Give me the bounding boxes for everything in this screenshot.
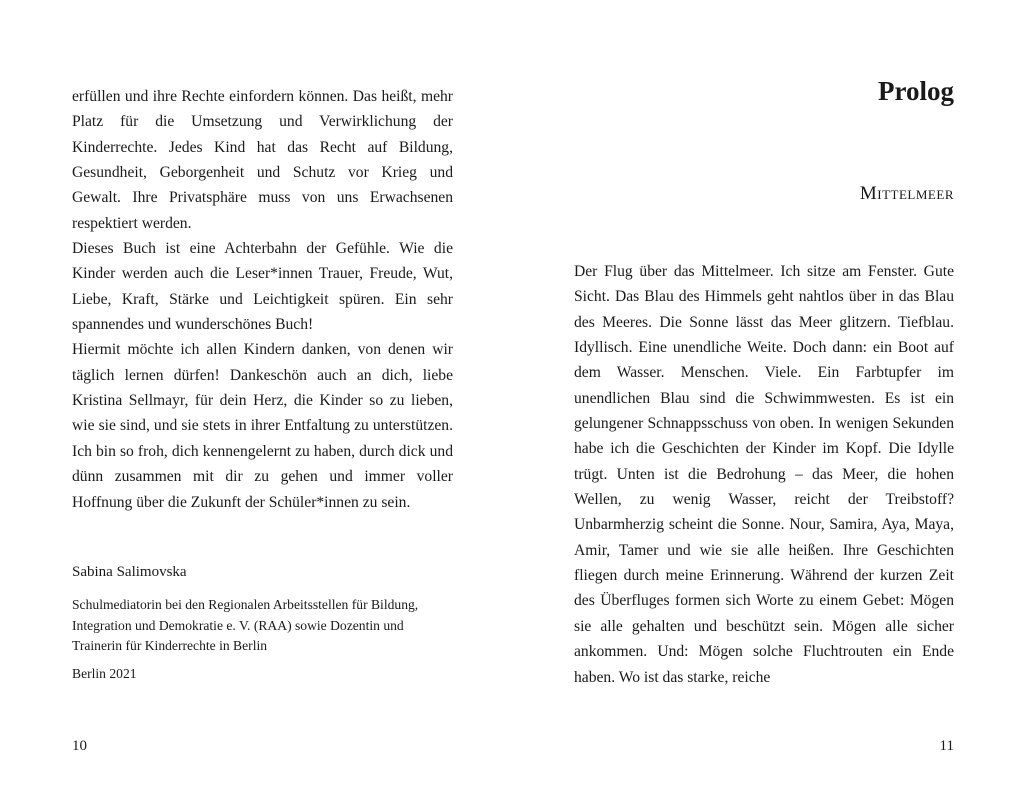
page-number-left: 10 [72, 738, 87, 754]
paragraph-3: Hiermit möchte ich allen Kindern danken, von denen wir täglich lernen dürfen! Dankeschön auch an dich, liebe Kristina Sellmayr, für dein Herz, die Kinder so zu lieben, wie sie sind, und sie stets in ihrer Entfaltung zu unterstützen. Ich bin so froh, dich kennengelernt zu haben, durch dick und dünn zusammen mit dir zu gehen und immer voller Hoffnung über die Zukunft der Schüler*innen zu sein. [72, 341, 453, 511]
right-page-body: Der Flug über das Mittelmeer. Ich sitze am Fenster. Gute Sicht. Das Blau des Himmels geht nahtlos über in das Blau des Meeres. Die Sonne lässt das Meer glitzern. Tiefblau. Idyllisch. Eine unendliche Weite. Doch dann: ein Boot auf dem Wasser. Menschen. Viele. Ein Farbtupfer im unendlichen Blau sind die Schwimmwesten. Es ist ein gelungener Schnappsschuss von oben. In wenigen Sekunden habe ich die Geschichten der Kinder im Kopf. Die Idylle trügt. Unten ist die Bedrohung – das Meer, die hohen Wellen, zu wenig Wasser, reicht der Treibstoff? Unbarmherzig scheint die Sonne. Nour, Samira, Aya, Maya, Amir, Tamer und wie sie alle heißen. Ihre Geschichten fliegen durch meine Erinnerung. Während der kurzen Zeit des Überfluges formen sich Worte zu einem Gebet: Mögen sie alle gehalten und beschützt sein. Mögen alle sicher ankommen. Und: Mögen solche Fluchtrouten ein Ende haben. Wo ist das starke, reiche [574, 263, 954, 686]
place-date: Berlin 2021 [72, 666, 137, 681]
paragraph-2: Dieses Buch ist eine Achterbahn der Gefühle. Wie die Kinder werden auch die Leser*innen Trauer, Freude, Wut, Liebe, Kraft, Stärke und Leichtigkeit spüren. Ein sehr spannendes und wunderschönes Buch! [72, 240, 453, 334]
right-page [512, 0, 1024, 802]
left-page-body [72, 84, 453, 515]
paragraph-1: erfüllen und ihre Rechte einfordern können. Das heißt, mehr Platz für die Umsetzung und Verwirklichung der Kinderrechte. Jedes Kind hat das Recht auf Bildung, Gesundheit, Geborgenheit und Schutz vor Krieg und Gewalt. Ihre Privatsphäre muss von uns Erwachsenen respektiert werden. [72, 88, 453, 232]
author-affiliation: Schulmediatorin bei den Regionalen Arbeitsstellen für Bildung, Integration und Demokratie e. V. (RAA) sowie Dozentin und Trainerin für Kinderrechte in Berlin [72, 597, 419, 653]
chapter-title: Prolog [878, 76, 954, 106]
author-name: Sabina Salimovska [72, 564, 187, 580]
page-number-right: 11 [939, 738, 954, 754]
chapter-subtitle: Mittelmeer [859, 183, 954, 204]
